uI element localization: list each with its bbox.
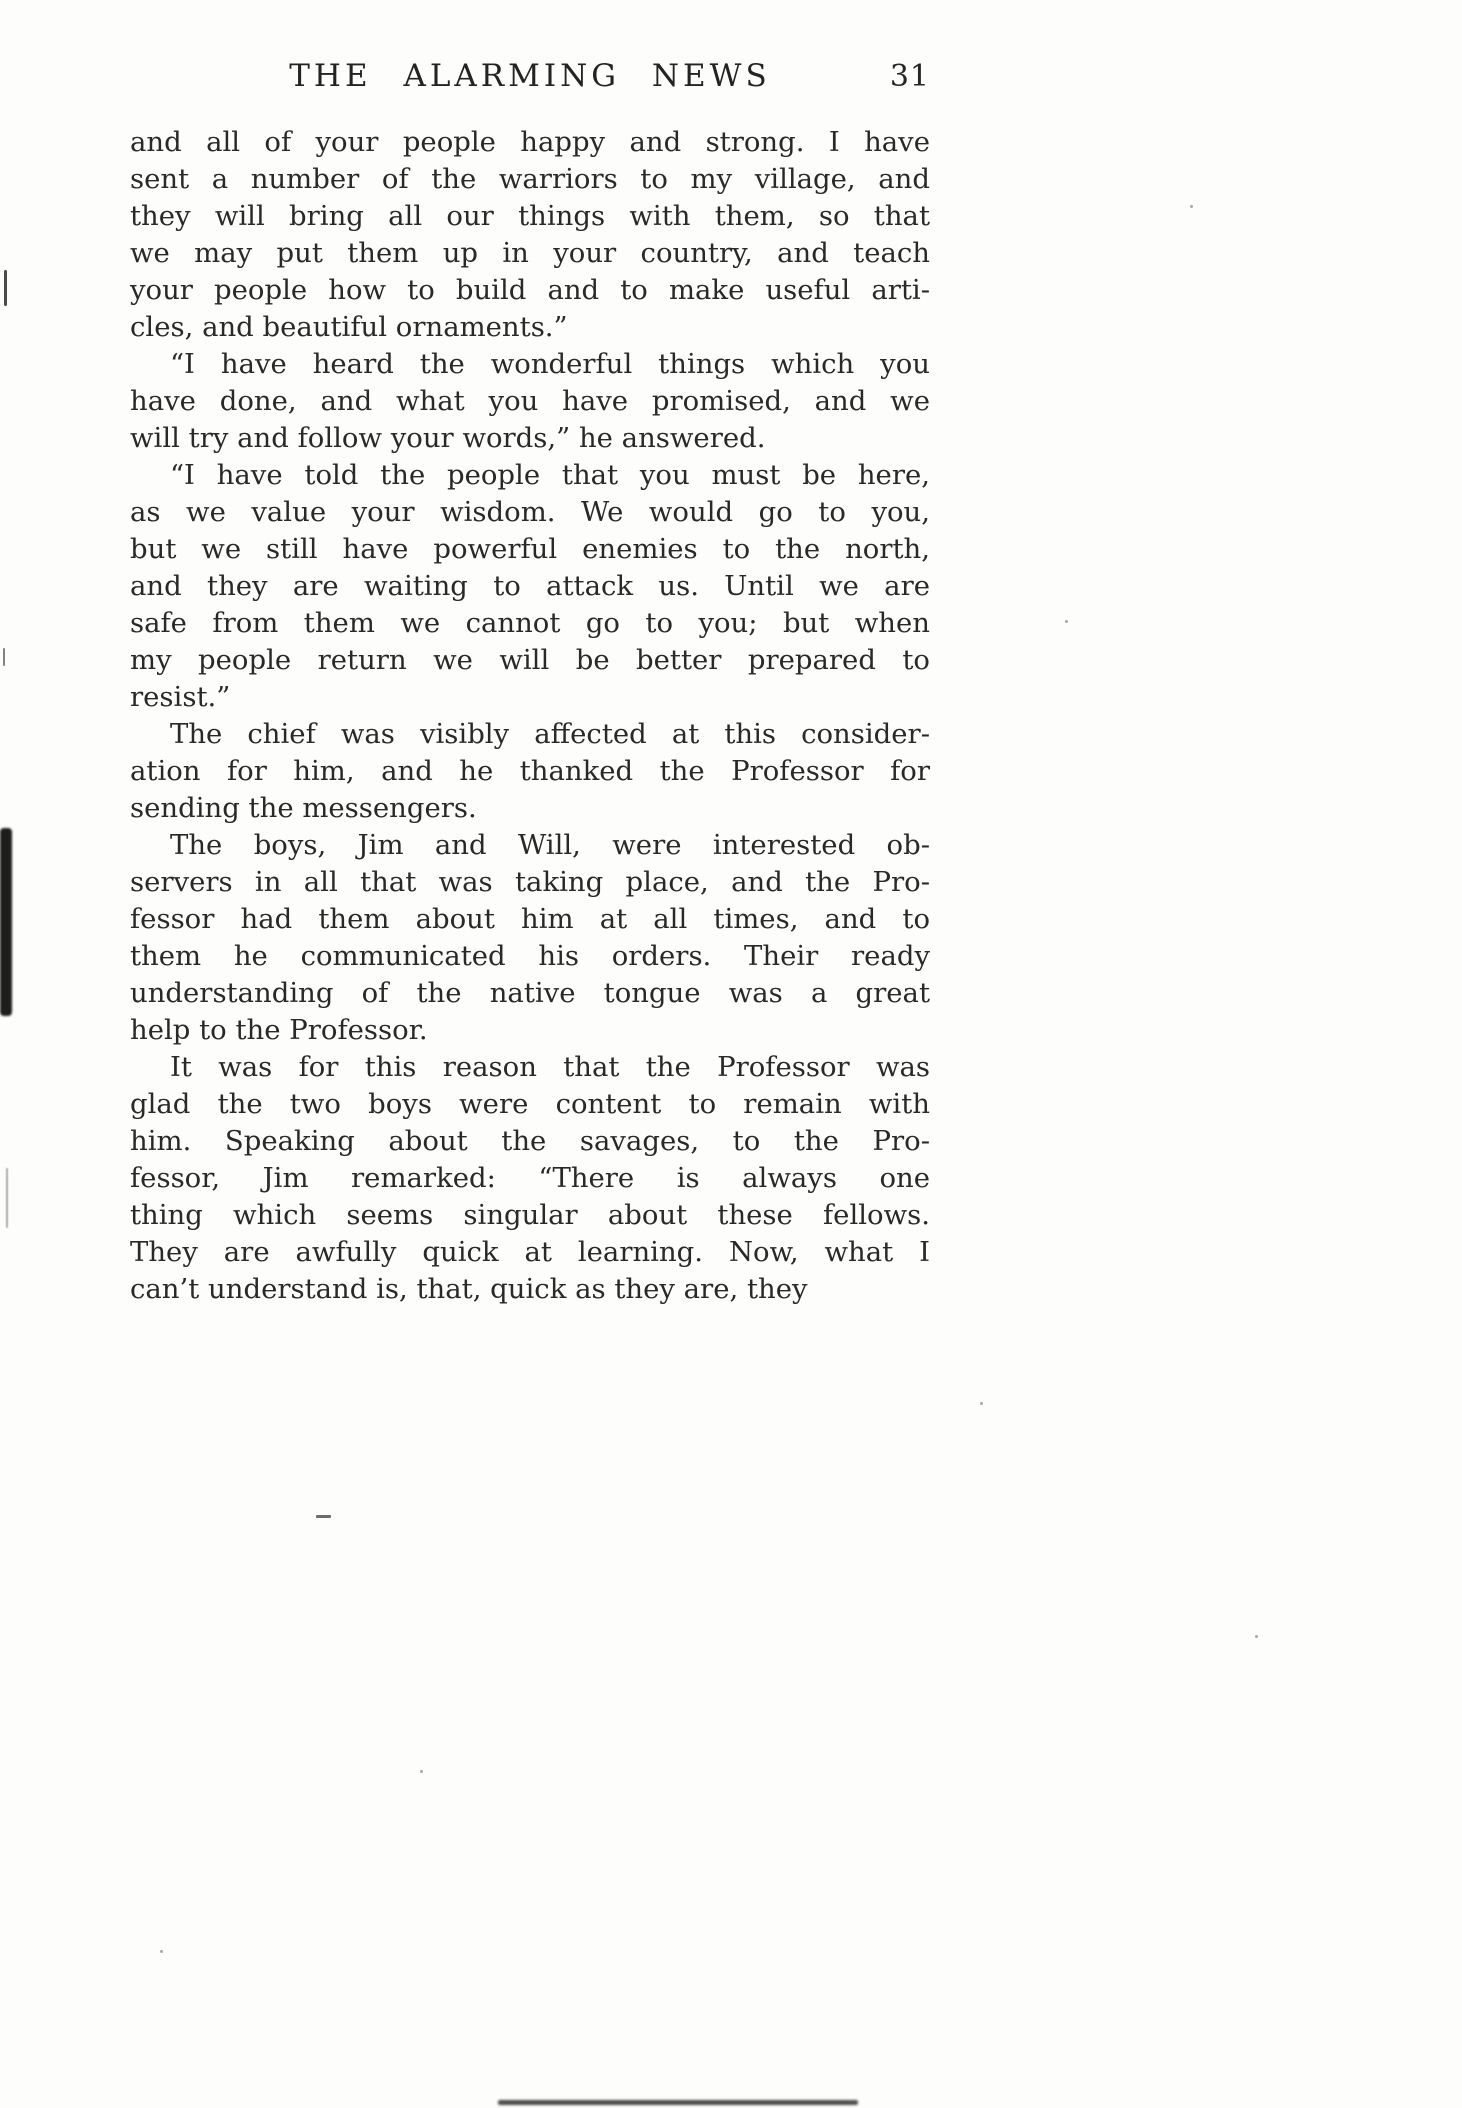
- text-line: “I have told the people that you must be here,: [170, 459, 930, 491]
- text-line: my people return we will be better prepared to: [130, 644, 930, 676]
- text-line: “I have heard the wonderful things which you: [170, 348, 930, 380]
- scan-speck: [1255, 1635, 1258, 1638]
- text-line: we may put them up in your country, and teach: [130, 237, 930, 269]
- text-line: and they are waiting to attack us. Until we are: [130, 570, 930, 602]
- text-line: help to the Professor.: [130, 1014, 428, 1046]
- scan-artifact: [316, 1515, 331, 1518]
- text-line: as we value your wisdom. We would go to you,: [130, 496, 930, 528]
- scan-artifact: [0, 828, 12, 1016]
- text-line: have done, and what you have promised, and we: [130, 385, 930, 417]
- scan-artifact: [4, 270, 7, 306]
- text-line: The chief was visibly affected at this consider-: [170, 718, 930, 750]
- text-line: and all of your people happy and strong. I have: [130, 126, 930, 158]
- page-number: 31: [889, 59, 930, 94]
- paragraph: [130, 346, 930, 457]
- text-line: servers in all that was taking place, and the Pro-: [130, 866, 930, 898]
- paragraph: [130, 1049, 930, 1308]
- paragraph: [130, 827, 930, 1049]
- scan-speck: [980, 1402, 983, 1405]
- scan-artifact: [3, 648, 5, 666]
- text-block: [130, 124, 930, 1308]
- paragraph: [130, 716, 930, 827]
- text-line: ation for him, and he thanked the Professor for: [130, 755, 930, 787]
- scan-speck: [420, 1770, 423, 1773]
- text-line: The boys, Jim and Will, were interested ob-: [170, 829, 930, 861]
- running-title: THE ALARMING NEWS: [289, 58, 771, 94]
- scan-artifact: [6, 1168, 8, 1228]
- scan-artifact: [498, 2100, 858, 2105]
- text-line: sending the messengers.: [130, 792, 477, 824]
- text-line: thing which seems singular about these fellows.: [130, 1199, 930, 1231]
- text-line: sent a number of the warriors to my village, and: [130, 163, 930, 195]
- text-line: but we still have powerful enemies to the north,: [130, 533, 930, 565]
- paragraph: [130, 457, 930, 716]
- text-line: fessor had them about him at all times, and to: [130, 903, 930, 935]
- scan-speck: [1190, 205, 1193, 208]
- text-line: they will bring all our things with them, so that: [130, 200, 930, 232]
- page-header: [130, 58, 930, 102]
- scan-speck: [160, 1950, 163, 1953]
- text-line: them he communicated his orders. Their ready: [130, 940, 930, 972]
- text-line: can’t understand is, that, quick as they are, they: [130, 1273, 808, 1305]
- text-line: fessor, Jim remarked: “There is always one: [130, 1162, 930, 1194]
- text-line: resist.”: [130, 681, 231, 713]
- text-line: will try and follow your words,” he answered.: [130, 422, 766, 454]
- paragraph: [130, 124, 930, 346]
- text-line: understanding of the native tongue was a great: [130, 977, 930, 1009]
- text-line: your people how to build and to make useful arti-: [130, 274, 930, 306]
- text-line: glad the two boys were content to remain with: [130, 1088, 930, 1120]
- text-line: They are awfully quick at learning. Now, what I: [130, 1236, 930, 1268]
- text-line: safe from them we cannot go to you; but when: [130, 607, 930, 639]
- text-line: It was for this reason that the Professor was: [170, 1051, 930, 1083]
- scan-speck: [1065, 620, 1068, 623]
- text-line: cles, and beautiful ornaments.”: [130, 311, 568, 343]
- text-line: him. Speaking about the savages, to the Pro-: [130, 1125, 930, 1157]
